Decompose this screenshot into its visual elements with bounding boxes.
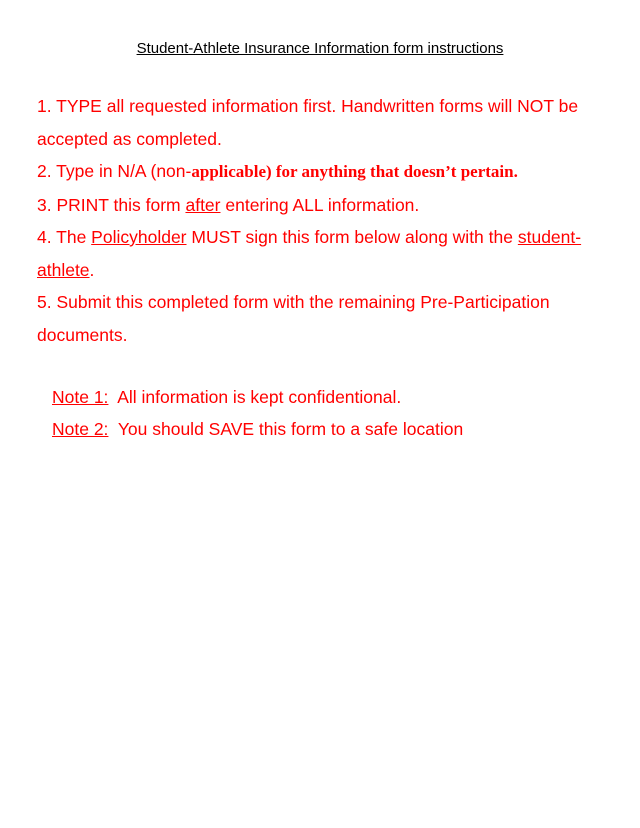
instruction-item-4-trail: . xyxy=(89,259,95,280)
instruction-item-3-lead: 3. PRINT this form xyxy=(37,194,186,215)
instruction-item-4-middle: MUST sign this form below along with the xyxy=(186,227,518,247)
instruction-item-4-lead: 4. The xyxy=(37,227,92,247)
instruction-item-4 xyxy=(37,221,617,286)
instruction-item-5-text: 5. Submit this completed form with the remaining Pre-Participation documents. xyxy=(37,292,550,345)
instruction-item-1 xyxy=(37,90,617,155)
page-title: Student-Athlete Insurance Information form instructions xyxy=(136,40,504,57)
note-1-text: All information is kept confidentional. xyxy=(108,387,402,407)
notes-section xyxy=(52,381,612,445)
note-2 xyxy=(52,413,612,445)
instruction-item-2 xyxy=(37,155,617,189)
note-1-label: Note 1: xyxy=(52,387,109,407)
instruction-item-3-trail: entering ALL information. xyxy=(220,194,420,215)
note-2-label: Note 2: xyxy=(52,419,109,439)
instruction-item-2-lead: 2. Type in N/A (non- xyxy=(37,161,192,181)
instruction-item-3 xyxy=(37,189,617,222)
instruction-item-5 xyxy=(37,286,617,351)
instruction-item-3-underlined: after xyxy=(185,194,221,215)
note-2-text: You should SAVE this form to a safe location xyxy=(108,419,464,439)
instruction-item-4-policyholder: Policyholder xyxy=(91,227,187,247)
instruction-item-4-student-athlete: student-athlete xyxy=(37,227,582,280)
instruction-item-1-text: 1. TYPE all requested information first. Handwritten forms will NOT be accepted as completed. xyxy=(37,96,579,149)
note-1 xyxy=(52,381,612,413)
instructions-list xyxy=(37,90,617,351)
instruction-item-2-bold: applicable) for anything that doesn’t pertain. xyxy=(191,162,518,181)
